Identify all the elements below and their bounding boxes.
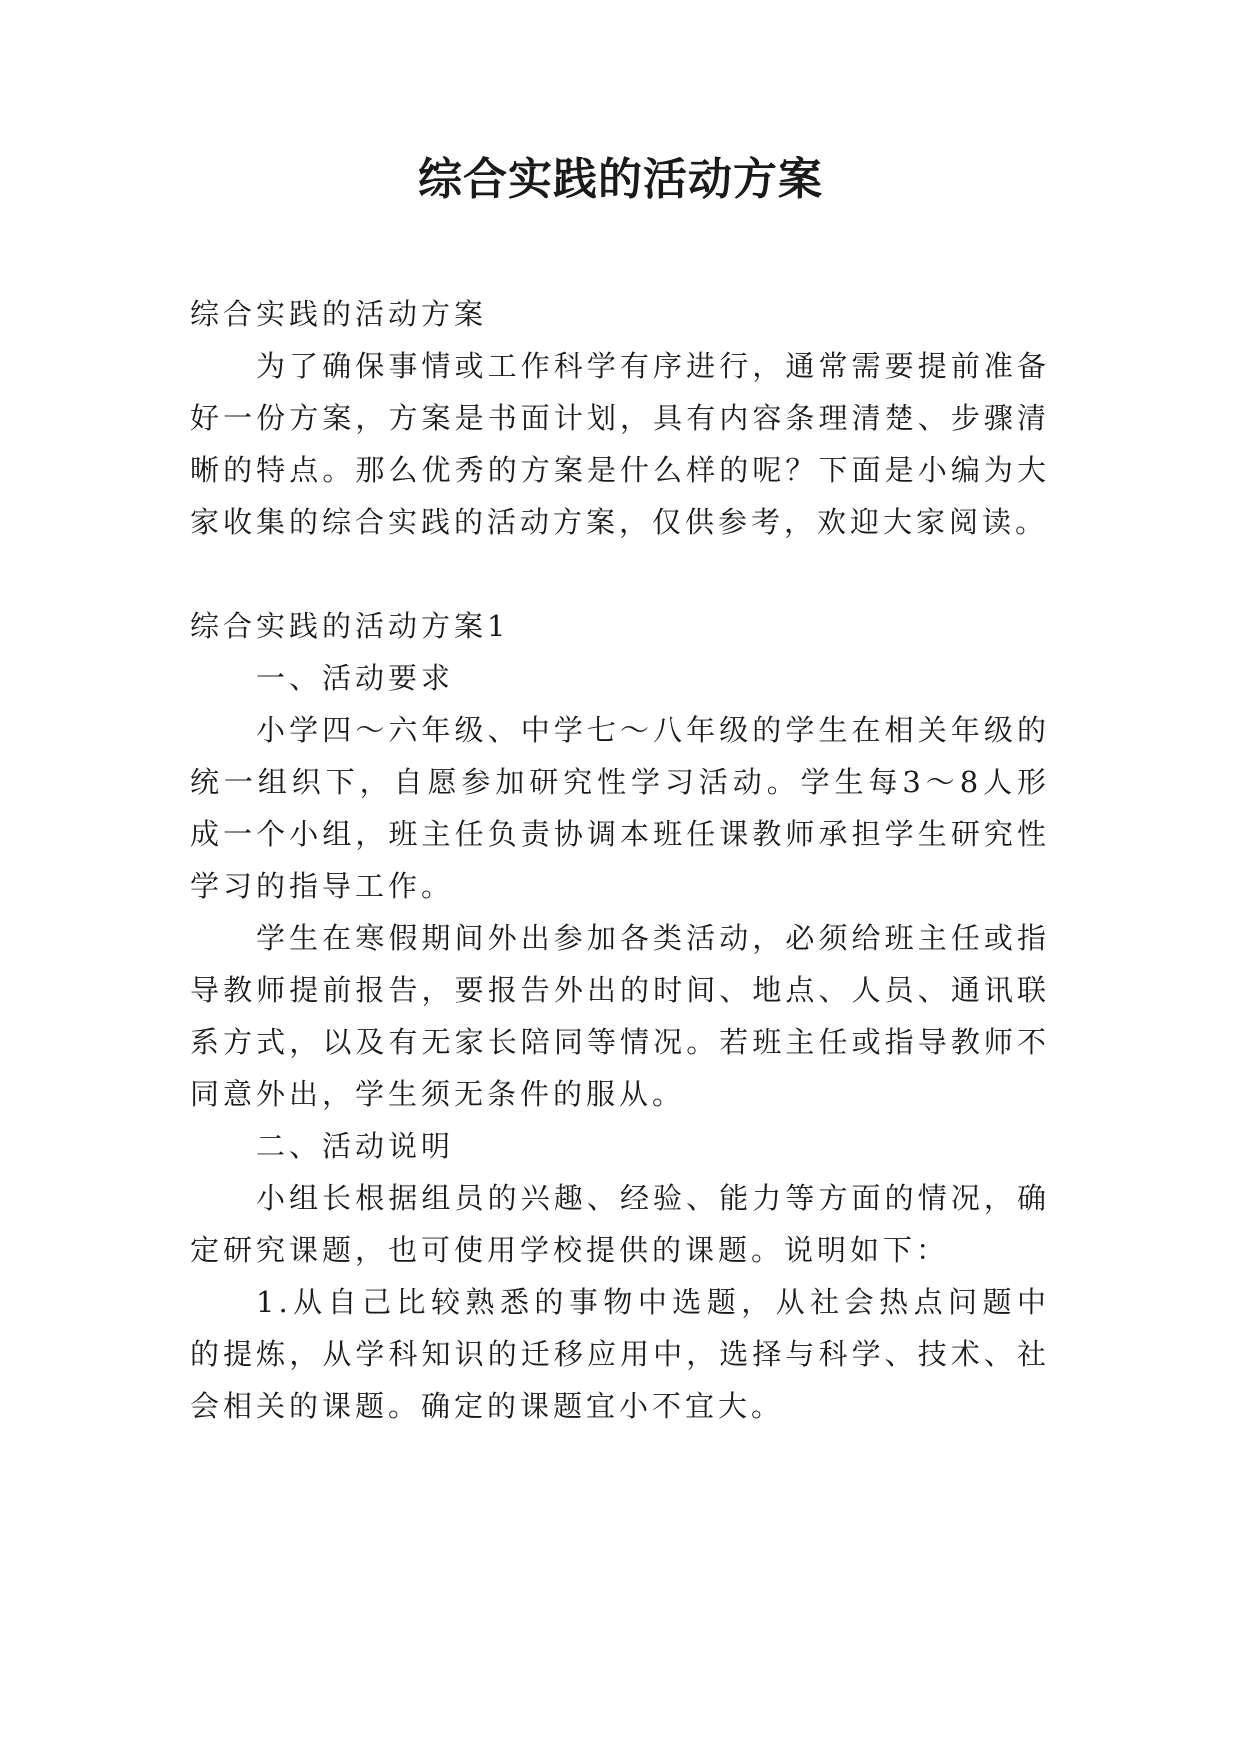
section-heading-plan-1: 综合实践的活动方案1 [190, 609, 510, 643]
requirements-paragraph-2: 学生在寒假期间外出参加各类活动，必须给班主任或指导教师提前报告，要报告外出的时间、地点、人员、通讯联系方式，以及有无家长陪同等情况。若班主任或指导教师不同意外出，学生须无条件的服从。 [190, 921, 1050, 1111]
document-title: 综合实践的活动方案 [418, 154, 823, 205]
description-item-1: 1.从自己比较熟悉的事物中选题，从社会热点问题中的提炼，从学科知识的迁移应用中，选择与科学、技术、社会相关的课题。确定的课题宜小不宜大。 [190, 1285, 1050, 1423]
intro-paragraph: 为了确保事情或工作科学有序进行，通常需要提前准备好一份方案，方案是书面计划，具有内容条理清楚、步骤清晰的特点。那么优秀的方案是什么样的呢？下面是小编为大家收集的综合实践的活动方案，仅供参考，欢迎大家阅读。 [190, 349, 1050, 539]
doc-subtitle: 综合实践的活动方案 [190, 297, 488, 331]
heading-activity-requirements: 一、活动要求 [256, 661, 455, 695]
heading-activity-description: 二、活动说明 [256, 1129, 455, 1163]
requirements-paragraph-1: 小学四～六年级、中学七～八年级的学生在相关年级的统一组织下，自愿参加研究性学习活动。学生每3～8人形成一个小组，班主任负责协调本班任课教师承担学生研究性学习的指导工作。 [190, 713, 1050, 903]
document-body [190, 288, 1050, 1432]
description-paragraph-1: 小组长根据组员的兴趣、经验、能力等方面的情况，确定研究课题，也可使用学校提供的课题。说明如下： [190, 1181, 1050, 1267]
